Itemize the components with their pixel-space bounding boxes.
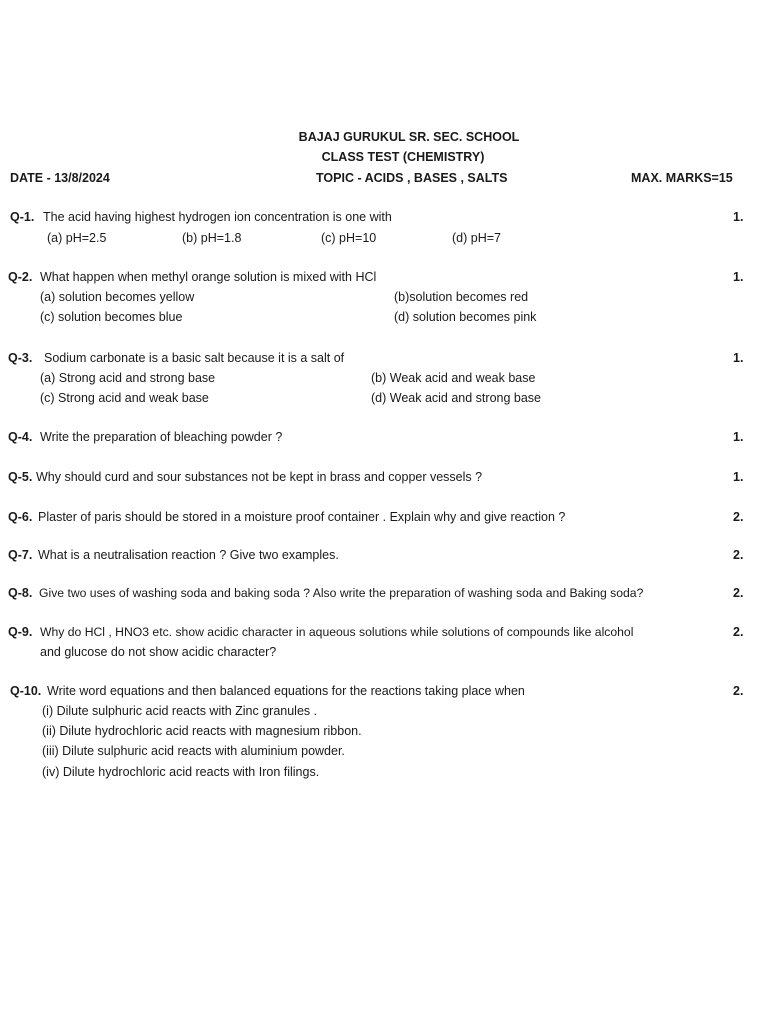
option-c: (c) pH=10 <box>321 231 377 245</box>
question-text: Write the preparation of bleaching powder ? <box>40 430 283 444</box>
question-text: Why should curd and sour substances not be kept in brass and copper vessels ? <box>36 470 483 484</box>
option-b: (b)solution becomes red <box>394 290 529 304</box>
test-topic: TOPIC - ACIDS , BASES , SALTS <box>316 171 508 185</box>
school-name: BAJAJ GURUKUL SR. SEC. SCHOOL <box>298 130 520 144</box>
question-text: What happen when methyl orange solution is mixed with HCl <box>40 270 377 284</box>
option-c: (c) solution becomes blue <box>40 310 183 324</box>
question-number: Q-2. <box>8 270 33 284</box>
question-marks: 1. <box>733 210 744 224</box>
sub-question-ii: (ii) Dilute hydrochloric acid reacts with magnesium ribbon. <box>42 724 362 738</box>
question-text: Write word equations and then balanced equations for the reactions taking place when <box>47 684 525 698</box>
question-marks: 2. <box>733 684 744 698</box>
question-number: Q-9. <box>8 625 33 639</box>
test-title: CLASS TEST (CHEMISTRY) <box>321 150 485 164</box>
sub-question-iv: (iv) Dilute hydrochloric acid reacts with Iron filings. <box>42 765 320 779</box>
question-text: What is a neutralisation reaction ? Give two examples. <box>38 548 339 562</box>
option-a: (a) solution becomes yellow <box>40 290 195 304</box>
question-marks: 1. <box>733 470 744 484</box>
question-number: Q-1. <box>10 210 35 224</box>
question-text: Give two uses of washing soda and baking soda ? Also write the preparation of washing soda and Baking soda? <box>39 586 644 600</box>
option-a: (a) pH=2.5 <box>47 231 107 245</box>
option-a: (a) Strong acid and strong base <box>40 371 216 385</box>
question-marks: 2. <box>733 510 744 524</box>
question-number: Q-7. <box>8 548 33 562</box>
question-marks: 2. <box>733 548 744 562</box>
question-marks: 1. <box>733 270 744 284</box>
question-number: Q-10. <box>10 684 42 698</box>
question-number: Q-5. <box>8 470 33 484</box>
question-text: The acid having highest hydrogen ion concentration is one with <box>43 210 392 224</box>
option-c: (c) Strong acid and weak base <box>40 391 209 405</box>
option-b: (b) Weak acid and weak base <box>371 371 536 385</box>
question-text: Why do HCl , HNO3 etc. show acidic character in aqueous solutions while solutions of compounds like alcohol <box>40 625 634 639</box>
question-text: Sodium carbonate is a basic salt because it is a salt of <box>44 351 345 365</box>
question-marks: 2. <box>733 586 744 600</box>
question-marks: 1. <box>733 351 744 365</box>
question-number: Q-8. <box>8 586 33 600</box>
option-d: (d) Weak acid and strong base <box>371 391 542 405</box>
question-number: Q-6. <box>8 510 33 524</box>
test-date: DATE - 13/8/2024 <box>10 171 110 185</box>
option-b: (b) pH=1.8 <box>182 231 242 245</box>
option-d: (d) solution becomes pink <box>394 310 537 324</box>
question-marks: 2. <box>733 625 744 639</box>
question-number: Q-3. <box>8 351 33 365</box>
sub-question-i: (i) Dilute sulphuric acid reacts with Zinc granules . <box>42 704 318 718</box>
question-text: Plaster of paris should be stored in a moisture proof container . Explain why and give reaction ? <box>38 510 566 524</box>
max-marks: MAX. MARKS=15 <box>631 171 733 185</box>
question-marks: 1. <box>733 430 744 444</box>
question-number: Q-4. <box>8 430 33 444</box>
option-d: (d) pH=7 <box>452 231 501 245</box>
question-text-continued: and glucose do not show acidic character? <box>40 645 277 659</box>
sub-question-iii: (iii) Dilute sulphuric acid reacts with aluminium powder. <box>42 744 345 758</box>
